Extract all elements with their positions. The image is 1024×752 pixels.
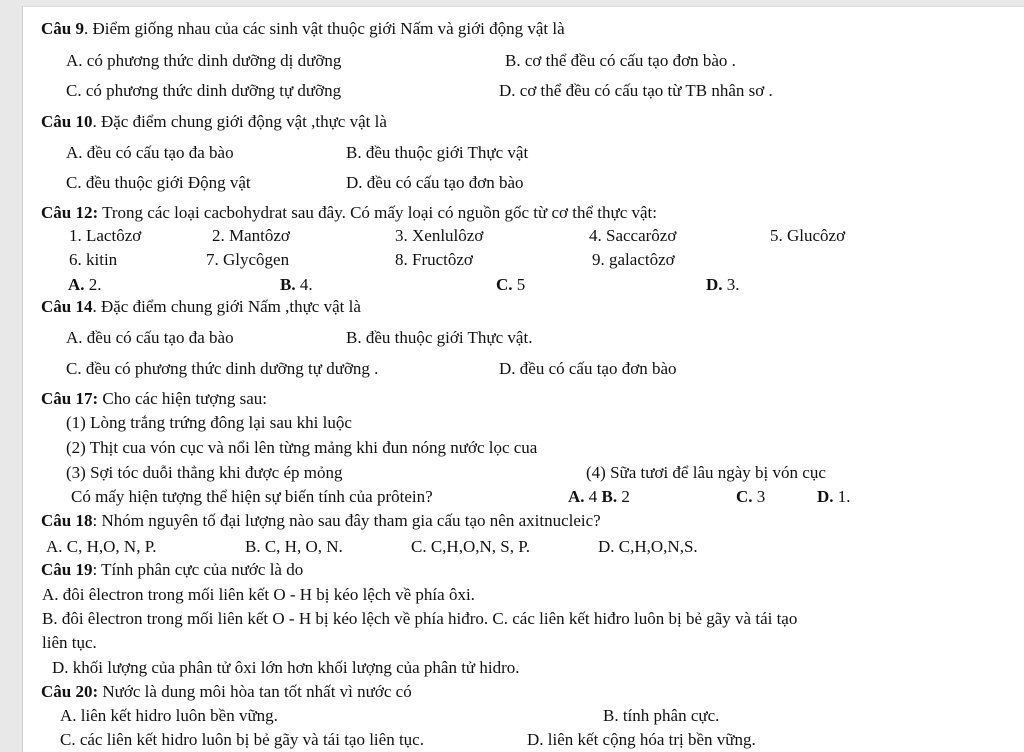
question-20-text: Nước là dung môi hòa tan tốt nhất vì nước có [98,682,412,701]
q17-option-d [817,487,851,507]
q17-option-c [736,487,765,507]
q10-option-d: D. đều có cấu tạo đơn bào [346,173,524,192]
q17-option-a-value: 4 [584,487,602,506]
q18-option-b: B. C, H, O, N. [245,537,343,556]
question-14-label: Câu 14 [41,297,93,316]
q12-item-9: 9. galactôzơ [592,250,675,269]
q9-option-a: A. có phương thức dinh dưỡng dị dưỡng [66,51,342,70]
question-9-text: . Điểm giống nhau của các sinh vật thuộc giới Nấm và giới động vật là [83,19,565,38]
question-20-label: Câu 20: [41,682,99,701]
q12-option-c-value: 5 [512,275,526,294]
q10-option-a: A. đều có cấu tạo đa bào [66,143,234,162]
q12-option-c-label: C. [496,275,513,294]
question-12 [41,203,657,223]
q18-option-a: A. C, H,O, N, P. [46,537,157,556]
q12-item-4: 4. Saccarôzơ [589,226,677,245]
question-17-label: Câu 17: [41,389,99,408]
q17-option-a-label: A. [568,487,585,506]
q19-option-b: B. đôi êlectron trong mối liên kết O - H bị kéo lệch về phía hiđro. C. các liên kết hiđro luôn bị bẻ gãy và tái tạo [42,609,798,628]
question-17 [41,389,267,409]
q12-option-d-value: 3. [722,275,740,294]
q12-option-b-value: 4. [295,275,313,294]
q17-option-d-value: 1. [833,487,851,506]
q10-option-c: C. đều thuộc giới Động vật [66,173,251,192]
q17-option-d-label: D. [817,487,834,506]
q19-option-a: A. đôi êlectron trong mối liên kết O - H bị kéo lệch về phía ôxi. [42,585,475,604]
q12-item-1: 1. Lactôzơ [69,226,142,245]
q17-option-c-label: C. [736,487,753,506]
question-18 [41,511,601,531]
question-9-label: Câu 9 [41,19,84,38]
q9-option-c: C. có phương thức dinh dưỡng tự dưỡng [66,81,342,100]
q20-option-b: B. tính phân cực. [603,706,720,725]
q12-option-b-label: B. [280,275,296,294]
question-9 [41,19,565,39]
question-10-label: Câu 10 [41,112,93,131]
question-12-text: Trong các loại cacbohydrat sau đây. Có mấy loại có nguồn gốc từ cơ thể thực vật: [98,203,657,222]
q14-option-c: C. đều có phương thức dinh dưỡng tự dưỡng . [66,359,379,378]
question-19-label: Câu 19 [41,560,93,579]
q17-question: Có mấy hiện tượng thể hiện sự biến tính của prôtein? [71,487,433,506]
q19-option-b-continued: liên tục. [42,633,97,652]
question-10 [41,112,387,132]
q12-item-7: 7. Glycôgen [206,250,290,269]
question-17-text: Cho các hiện tượng sau: [98,389,267,408]
question-18-label: Câu 18 [41,511,93,530]
q12-option-a-label: A. [68,275,85,294]
q12-item-3: 3. Xenlulôzơ [395,226,484,245]
question-20 [41,682,412,702]
question-19-text: : Tính phân cực của nước là do [92,560,304,579]
q9-option-d: D. cơ thể đều có cấu tạo từ TB nhân sơ . [499,81,773,100]
q17-statement-2: (2) Thịt cua vón cục và nổi lên từng mảng khi đun nóng nước lọc cua [66,438,538,457]
q17-option-ab [568,487,630,507]
q17-option-b-label: B. [601,487,618,506]
q12-item-6: 6. kitin [69,250,118,269]
question-12-label: Câu 12: [41,203,99,222]
q12-item-8: 8. Fructôzơ [395,250,473,269]
q20-option-a: A. liên kết hidro luôn bền vững. [60,706,278,725]
q12-option-c [496,275,525,295]
q12-option-b [280,275,313,295]
q17-statement-4: (4) Sữa tươi để lâu ngày bị vón cục [586,463,826,482]
q19-option-d: D. khối lượng của phân tử ôxi lớn hơn khối lượng của phân tử hidro. [52,658,520,677]
q12-option-a-value: 2. [84,275,102,294]
question-19 [41,560,303,580]
question-14 [41,297,361,317]
q20-option-d: D. liên kết cộng hóa trị bền vững. [527,730,756,749]
q12-option-a [68,275,102,295]
q18-option-c: C. C,H,O,N, S, P. [411,537,531,556]
q17-statement-3: (3) Sợi tóc duỗi thẳng khi được ép mỏng [66,463,343,482]
q18-option-d: D. C,H,O,N,S. [598,537,698,556]
q17-option-c-value: 3 [752,487,766,506]
q12-item-5: 5. Glucôzơ [770,226,846,245]
q12-item-2: 2. Mantôzơ [212,226,290,245]
q14-option-d: D. đều có cấu tạo đơn bào [499,359,677,378]
q14-option-b: B. đều thuộc giới Thực vật. [346,328,533,347]
q12-option-d-label: D. [706,275,723,294]
question-10-text: . Đặc điểm chung giới động vật ,thực vật là [92,112,387,131]
question-18-text: : Nhóm nguyên tố đại lượng nào sau đây tham gia cấu tạo nên axitnucleic? [92,511,601,530]
q17-option-b-value: 2 [617,487,630,506]
question-14-text: . Đặc điểm chung giới Nấm ,thực vật là [92,297,361,316]
q14-option-a: A. đều có cấu tạo đa bào [66,328,234,347]
q17-statement-1: (1) Lòng trắng trứng đông lại sau khi luộc [66,413,352,432]
document-page [22,6,1024,752]
q20-option-c: C. các liên kết hidro luôn bị bẻ gãy và tái tạo liên tục. [60,730,424,749]
q12-option-d [706,275,740,295]
q10-option-b: B. đều thuộc giới Thực vật [346,143,529,162]
q9-option-b: B. cơ thể đều có cấu tạo đơn bào . [505,51,736,70]
